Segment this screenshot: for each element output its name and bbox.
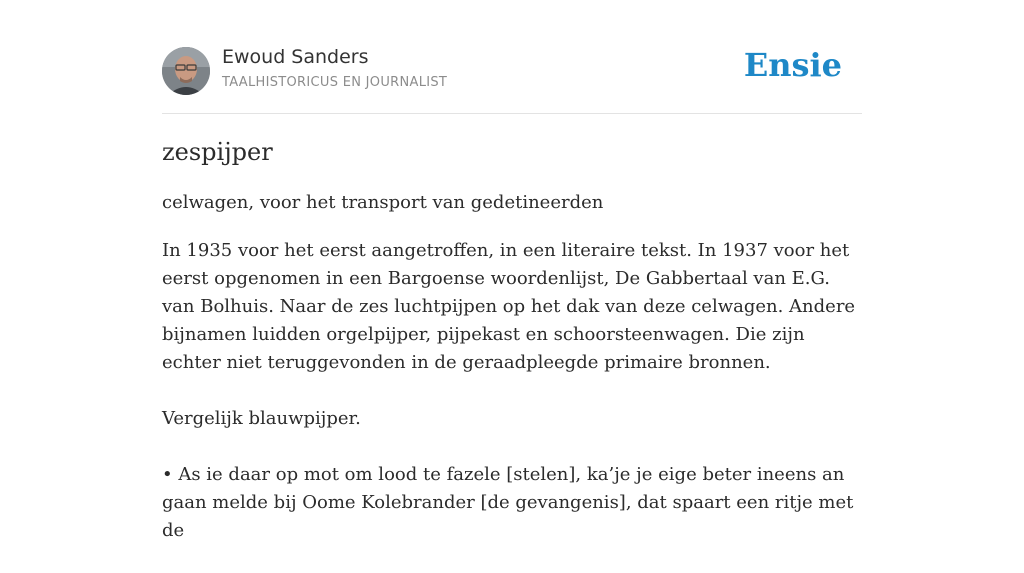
ensie-logo[interactable]: Ensie bbox=[743, 46, 842, 84]
entry-body bbox=[162, 237, 867, 573]
entry-paragraph: In 1935 voor het eerst aangetroffen, in een literaire tekst. In 1937 voor het eerst opgenomen in een Bargoense woordenlijst, De Gabbertaal van E.G. van Bolhuis. Naar de zes luchtpijpen op het dak van deze celwagen. Andere bijnamen luidden orgelpijper, pijpekast en schoorsteenwagen. Die zijn echter niet teruggevonden in de geraadpleegde primaire bronnen. bbox=[162, 240, 856, 373]
author-header bbox=[162, 0, 862, 114]
author-role: TAALHISTORICUS EN JOURNALIST bbox=[222, 75, 448, 90]
author-name[interactable]: Ewoud Sanders bbox=[222, 46, 369, 68]
entry-title: zespijper bbox=[162, 138, 273, 166]
entry-definition: celwagen, voor het transport van gedetineerden bbox=[162, 192, 604, 213]
entry-paragraph: Vergelijk blauwpijper. bbox=[162, 408, 361, 429]
page-container bbox=[162, 0, 862, 541]
author-avatar[interactable] bbox=[162, 47, 210, 95]
avatar-image bbox=[162, 47, 210, 95]
entry-quote: • As ie daar op mot om lood te fazele [stelen], ka’je je eige beter ineens an gaan melde bij Oome Kolebrander [de gevangenis], dat spaart een ritje met de bbox=[162, 464, 854, 541]
